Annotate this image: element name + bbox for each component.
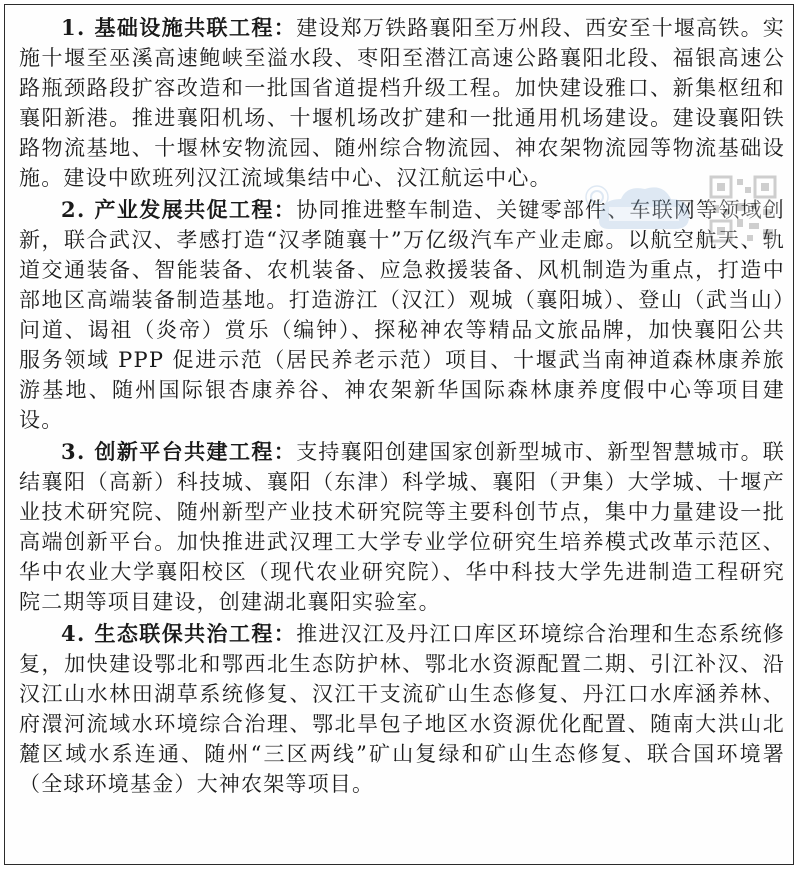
section-ecology: [19, 619, 785, 799]
section-text: 协同推进整车制造、关键零部件、车联网等领域创新，联合武汉、孝感打造“汉孝随襄十”万亿级汽车产业走廊。以航空航天、轨道交通装备、智能装备、农机装备、应急救援装备、风机制造为重点，打造中部地区高端装备制造基地。打造游江（汉江）观城（襄阳城）、登山（武当山）问道、谒祖（炎帝）赏乐（编钟）、探秘神农等精品文旅品牌，加快襄阳公共服务领域 PPP 促进示范（居民养老示范）项目、十堰武当南神道森林康养旅游基地、随州国际银杏康养谷、神农架新华国际森林康养度假中心等项目建设。: [19, 198, 785, 432]
section-heading: 1. 基础设施共联工程：: [61, 15, 297, 40]
section-text: 支持襄阳创建国家创新型城市、新型智慧城市。联结襄阳（高新）科技城、襄阳（东津）科学城、襄阳（尹集）大学城、十堰产业技术研究院、随州新型产业技术研究院等主要科创节点，集中力量建设一批高端创新平台。加快推进武汉理工大学专业学位研究生培养模式改革示范区、华中农业大学襄阳校区（现代农业研究院）、华中科技大学先进制造工程研究院二期等项目建设，创建湖北襄阳实验室。: [19, 440, 785, 614]
section-heading: 3. 创新平台共建工程：: [61, 439, 297, 464]
section-industry: [19, 195, 785, 435]
section-innovation: [19, 437, 785, 617]
section-heading: 4. 生态联保共治工程：: [61, 621, 297, 646]
section-text: 建设郑万铁路襄阳至万州段、西安至十堰高铁。实施十堰至巫溪高速鲍峡至溢水段、枣阳至潜江高速公路襄阳北段、福银高速公路瓶颈路段扩容改造和一批国省道提档升级工程。加快建设雅口、新集枢纽和襄阳新港。推进襄阳机场、十堰机场改扩建和一批通用机场建设。建设襄阳铁路物流基地、十堰林安物流园、随州综合物流园、神农架物流园等物流基础设施。建设中欧班列汉江流域集结中心、汉江航运中心。: [19, 16, 785, 190]
section-infrastructure: [19, 13, 785, 193]
document-frame: [4, 4, 794, 865]
section-heading: 2. 产业发展共促工程：: [61, 197, 297, 222]
section-text: 推进汉江及丹江口库区环境综合治理和生态系统修复，加快建设鄂北和鄂西北生态防护林、鄂北水资源配置二期、引江补汉、沿汉江山水林田湖草系统修复、汉江干支流矿山生态修复、丹江口水库涵养林、府澴河流域水环境综合治理、鄂北旱包子地区水资源优化配置、随南大洪山北麓区域水系连通、随州“三区两线”矿山复绿和矿山生态修复、联合国环境署（全球环境基金）大神农架等项目。: [19, 622, 785, 796]
document-body: [19, 13, 785, 801]
